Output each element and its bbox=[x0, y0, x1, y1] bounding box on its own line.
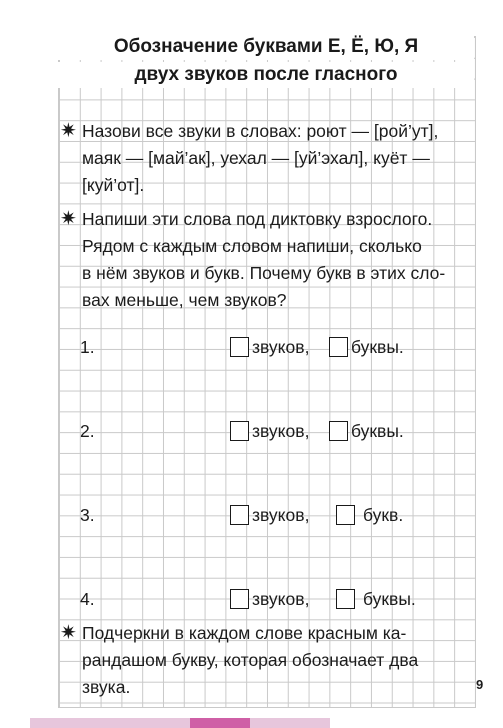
task-2-line: вах меньше, чем звуков? bbox=[82, 290, 287, 310]
row-number: 4. bbox=[80, 589, 95, 609]
bottom-color-strip bbox=[190, 718, 250, 728]
task-2-line: в нём звуков и букв. Почему букв в этих сло- bbox=[82, 263, 446, 283]
page-subtitle: двух звуков после гласного bbox=[58, 62, 474, 88]
bottom-color-strip bbox=[30, 718, 190, 728]
sounds-label: звуков, bbox=[252, 337, 310, 357]
row-number: 3. bbox=[80, 505, 95, 525]
task-1-line: [куй’от]. bbox=[82, 175, 145, 195]
task-1-line: маяк — [май’ак], уехал — [уй’эхал], куёт — bbox=[82, 148, 430, 168]
page-number: 9 bbox=[476, 677, 484, 692]
letters-label: буквы. bbox=[351, 421, 404, 441]
letters-label: букв. bbox=[363, 505, 404, 525]
star-bullet-icon: ✷ bbox=[60, 208, 77, 230]
sounds-count-box[interactable] bbox=[230, 589, 249, 609]
star-bullet-icon: ✷ bbox=[60, 622, 77, 644]
letters-count-box[interactable] bbox=[329, 421, 348, 441]
sounds-count-box[interactable] bbox=[230, 421, 249, 441]
letters-label: буквы. bbox=[351, 337, 404, 357]
task-3-line: рандашом букву, которая обозначает два bbox=[82, 650, 419, 670]
row-number: 1. bbox=[80, 337, 95, 357]
task-1 bbox=[60, 118, 472, 199]
task-2-line: Напиши эти слова под диктовку взрослого. bbox=[82, 209, 433, 229]
task-3 bbox=[60, 620, 472, 701]
task-3-line: Подчеркни в каждом слове красным ка- bbox=[82, 623, 407, 643]
task-1-line: Назови все звуки в словах: роют — [рой’ут], bbox=[82, 121, 439, 141]
letters-count-box[interactable] bbox=[336, 505, 355, 525]
star-bullet-icon: ✷ bbox=[60, 120, 77, 142]
letters-count-box[interactable] bbox=[329, 337, 348, 357]
sounds-label: звуков, bbox=[252, 505, 310, 525]
sounds-label: звуков, bbox=[252, 589, 310, 609]
answer-row bbox=[80, 334, 460, 360]
row-number: 2. bbox=[80, 421, 95, 441]
answer-row bbox=[80, 586, 460, 612]
answer-row bbox=[80, 418, 460, 444]
answer-row bbox=[80, 502, 460, 528]
page-title: Обозначение буквами Е, Ё, Ю, Я bbox=[58, 34, 474, 60]
letters-count-box[interactable] bbox=[336, 589, 355, 609]
bottom-color-strip bbox=[250, 718, 330, 728]
task-3-line: звука. bbox=[82, 677, 131, 697]
sounds-count-box[interactable] bbox=[230, 505, 249, 525]
task-2-line: Рядом с каждым словом напиши, сколько bbox=[82, 236, 422, 256]
letters-label: буквы. bbox=[363, 589, 416, 609]
task-2 bbox=[60, 206, 472, 314]
sounds-count-box[interactable] bbox=[230, 337, 249, 357]
sounds-label: звуков, bbox=[252, 421, 310, 441]
